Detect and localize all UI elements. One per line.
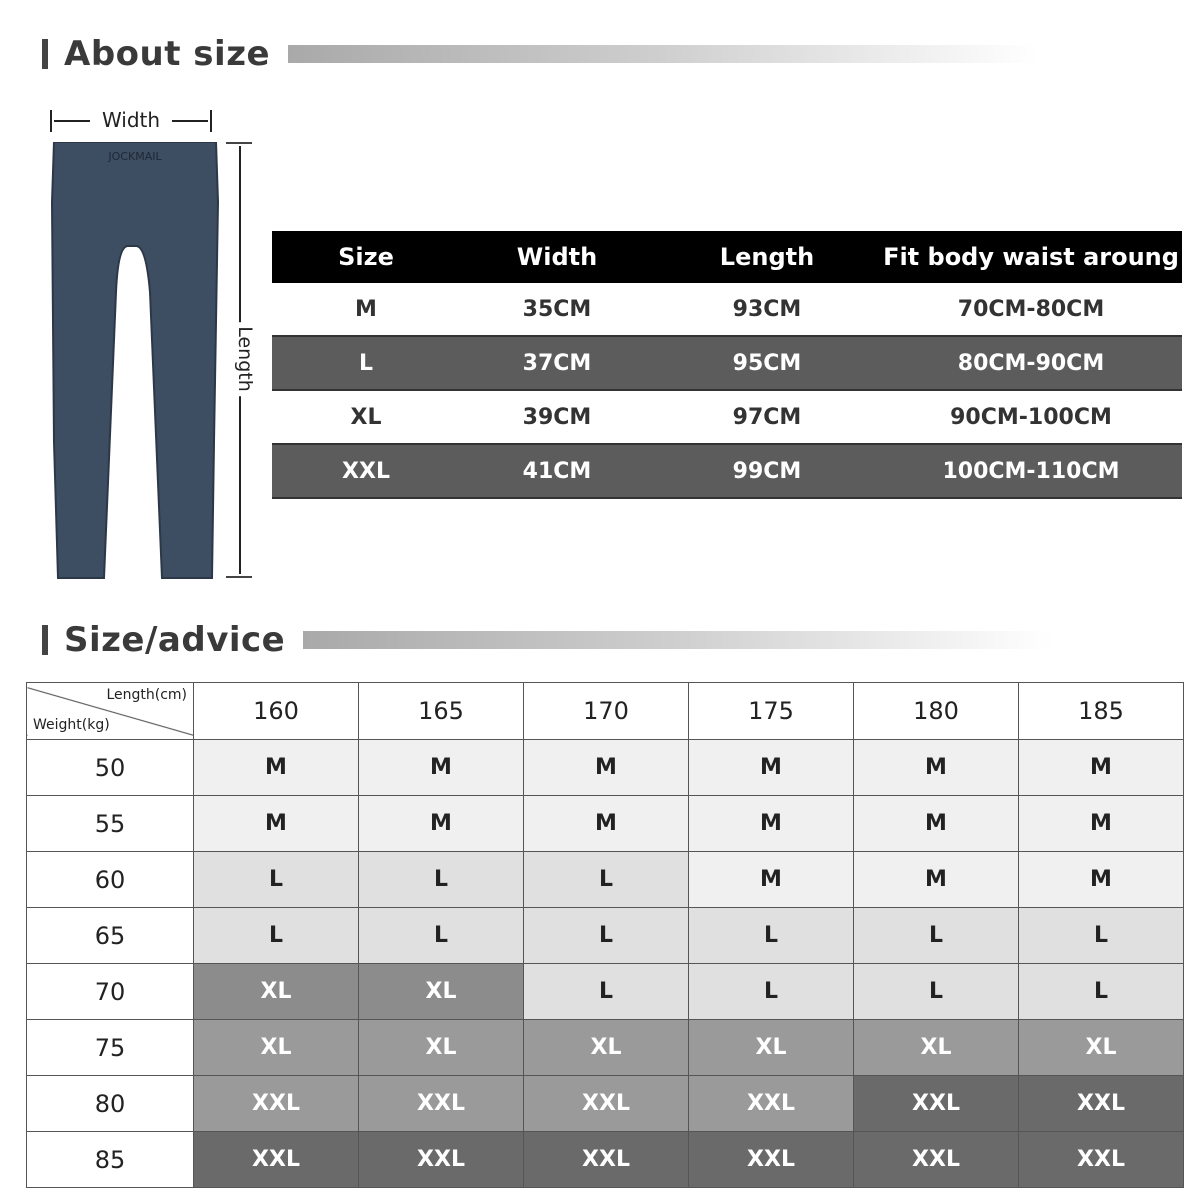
size-cell: M [524,740,689,796]
leggings-illustration [50,142,220,582]
weight-cell: 70 [27,964,194,1020]
height-header: 180 [854,683,1019,740]
header-length: Length [654,231,880,283]
heading-gradient-rule [303,631,1053,649]
weight-cell: 75 [27,1020,194,1076]
length-axis-label: Length(cm) [106,687,187,703]
width-dimension [50,106,212,134]
weight-cell: 80 [27,1076,194,1132]
size-cell: M [194,796,359,852]
size-cell: XXL [359,1076,524,1132]
height-header: 160 [194,683,359,740]
cell-length: 93CM [654,283,880,336]
size-cell: M [689,852,854,908]
size-cell: M [1019,796,1184,852]
width-label: Width [96,108,166,132]
cell-width: 37CM [460,336,654,390]
width-tick-left [50,110,52,132]
size-advice-heading: Size/advice [64,620,286,660]
header-waist: Fit body waist aroung [880,231,1182,283]
weight-cell: 65 [27,908,194,964]
cell-size: XL [272,390,460,444]
table-row [272,283,1182,336]
cell-size: M [272,283,460,336]
cell-waist: 90CM-100CM [880,390,1182,444]
size-cell: L [194,852,359,908]
size-cell: XXL [689,1132,854,1188]
table-row [27,1076,1184,1132]
weight-cell: 60 [27,852,194,908]
width-tick-right [210,110,212,132]
cell-length: 97CM [654,390,880,444]
section-title-about-size [42,34,1038,74]
header-width: Width [460,231,654,283]
size-cell: XXL [1019,1076,1184,1132]
table-row [27,1020,1184,1076]
weight-axis-label: Weight(kg) [33,717,110,733]
size-cell: M [689,740,854,796]
heading-gradient-rule [288,45,1038,63]
width-arrow-right-icon [172,120,208,122]
size-cell: M [854,796,1019,852]
size-cell: XL [689,1020,854,1076]
size-cell: XL [359,1020,524,1076]
size-cell: L [359,852,524,908]
width-arrow-left-icon [54,120,90,122]
size-cell: M [359,796,524,852]
corner-header [27,683,194,740]
size-cell: XL [1019,1020,1184,1076]
table-row [272,390,1182,444]
size-cell: L [854,908,1019,964]
table-row [27,908,1184,964]
size-cell: XL [359,964,524,1020]
size-cell: L [524,852,689,908]
height-header: 165 [359,683,524,740]
size-cell: XXL [194,1132,359,1188]
cell-length: 99CM [654,444,880,498]
table-row [272,444,1182,498]
table-row [27,796,1184,852]
header-size: Size [272,231,460,283]
size-cell: M [1019,740,1184,796]
cell-waist: 80CM-90CM [880,336,1182,390]
cell-waist: 70CM-80CM [880,283,1182,336]
size-cell: M [359,740,524,796]
size-cell: XL [194,1020,359,1076]
brand-text: JOCKMAIL [108,150,162,163]
title-bar-marker [42,625,48,655]
size-table-header [272,231,1182,283]
table-row [27,964,1184,1020]
height-header: 170 [524,683,689,740]
table-row [27,852,1184,908]
size-chart-table [272,231,1182,499]
size-cell: XXL [854,1132,1019,1188]
size-cell: XXL [524,1076,689,1132]
size-cell: L [689,908,854,964]
pants-diagram [44,100,274,590]
weight-cell: 85 [27,1132,194,1188]
size-advice-table [26,682,1184,1188]
size-cell: M [194,740,359,796]
size-cell: L [689,964,854,1020]
cell-width: 39CM [460,390,654,444]
title-bar-marker [42,39,48,69]
size-cell: XXL [194,1076,359,1132]
cell-waist: 100CM-110CM [880,444,1182,498]
size-cell: M [854,740,1019,796]
size-cell: L [194,908,359,964]
size-cell: XXL [359,1132,524,1188]
length-cap-bottom [226,576,252,578]
height-header: 185 [1019,683,1184,740]
cell-width: 41CM [460,444,654,498]
size-cell: XXL [524,1132,689,1188]
size-cell: L [524,908,689,964]
size-cell: XL [524,1020,689,1076]
size-cell: XXL [854,1076,1019,1132]
size-cell: M [689,796,854,852]
size-cell: XXL [1019,1132,1184,1188]
size-cell: XL [854,1020,1019,1076]
table-row [27,740,1184,796]
size-cell: L [359,908,524,964]
size-cell: XXL [689,1076,854,1132]
size-cell: L [854,964,1019,1020]
cell-size: XXL [272,444,460,498]
size-cell: L [1019,908,1184,964]
weight-cell: 55 [27,796,194,852]
advice-header-row [27,683,1184,740]
size-cell: M [1019,852,1184,908]
cell-length: 95CM [654,336,880,390]
size-cell: M [524,796,689,852]
length-label: Length [234,322,256,396]
length-dimension [224,140,264,580]
cell-size: L [272,336,460,390]
section-title-size-advice [42,620,1053,660]
size-cell: M [854,852,1019,908]
size-cell: L [1019,964,1184,1020]
about-size-heading: About size [64,34,271,74]
length-cap-top [226,142,252,144]
height-header: 175 [689,683,854,740]
weight-cell: 50 [27,740,194,796]
size-cell: L [524,964,689,1020]
size-cell: XL [194,964,359,1020]
cell-width: 35CM [460,283,654,336]
table-row [27,1132,1184,1188]
table-row [272,336,1182,390]
